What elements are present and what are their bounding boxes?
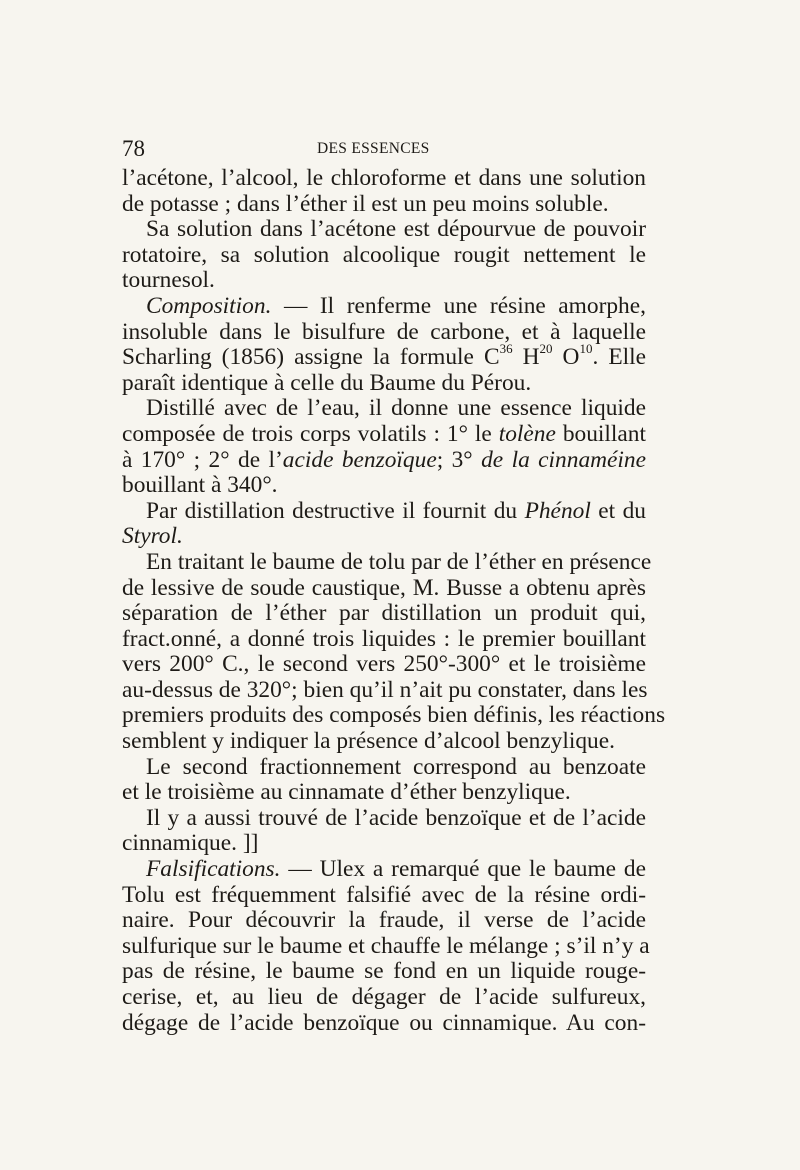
text-line-14: Par distillation destructive il fournit du Phénol et du: [146, 497, 647, 524]
text-line-23: semblent y indiquer la présence d’alcool benzylique.: [122, 728, 615, 755]
text-line-12: à 170° ; 2° de l’acide benzoïque; 3° de la cinnaméine: [122, 446, 646, 473]
text-line-4: rotatoire, sa solution alcoolique rougit nettement le: [122, 241, 646, 268]
text-line-26: Il y a aussi trouvé de l’acide benzoïque et de l’acide: [146, 804, 646, 831]
text-line-16: En traitant le baume de tolu par de l’éther en présence: [146, 548, 652, 575]
section-heading-composition: Composition.: [146, 292, 272, 319]
text-line-10: Distillé avec de l’eau, il donne une essence liquide: [146, 395, 646, 422]
text-line-31: sulfurique sur le baume et chauffe le mélange ; s’il n’y a: [122, 932, 650, 959]
text-line-33: cerise, et, au lieu de dégager de l’acide sulfureux,: [122, 984, 646, 1010]
text-line-30: naire. Pour découvrir la fraude, il verse de l’acide: [122, 907, 646, 934]
body-text: [122, 165, 666, 1036]
text-line-8: Scharling (1856) assigne la formule $C^{36}$ $H^{20}$ $O^{10}$. Elle: [122, 341, 646, 371]
text-line-15: Styrol.: [122, 523, 183, 550]
running-head: [122, 126, 646, 166]
text-line-13: bouillant à 340°.: [122, 472, 278, 499]
text-line-9: paraît identique à celle du Baume du Pérou.: [122, 369, 532, 396]
text-line-2: de potasse ; dans l’éther il est un peu moins soluble.: [122, 190, 609, 217]
text-line-22: premiers produits des composés bien définis, les réactions: [122, 702, 666, 729]
text-line-3: Sa solution dans l’acétone est dépourvue de pouvoir: [146, 216, 646, 243]
text-line-34: dégage de l’acide benzoïque ou cinnamique. Au con-: [122, 1009, 646, 1036]
text-line-7: insoluble dans le bisulfure de carbone, et à laquelle: [122, 318, 646, 345]
text-line-20: vers 200° C., le second vers 250°-300° et le troisième: [122, 651, 646, 678]
text-line-25: et le troisième au cinnamate d’éther benzylique.: [122, 779, 571, 806]
book-page: [122, 126, 666, 1036]
section-heading-falsifications: Falsifications.: [146, 856, 281, 883]
text-line-19: fract.onné, a donné trois liquides : le premier bouillant: [122, 625, 646, 652]
text-line-24: Le second fractionnement correspond au benzoate: [146, 753, 646, 780]
text-line-29: Tolu est fréquemment falsifié avec de la résine ordi-: [122, 881, 646, 908]
text-line-18: séparation de l’éther par distillation un produit qui,: [122, 600, 646, 627]
text-line-1: l’acétone, l’alcool, le chloroforme et dans une solution: [122, 165, 646, 191]
text-line-6: Composition. — Il renferme une résine amorphe,: [146, 292, 646, 319]
page-number: 78: [122, 136, 145, 161]
text-line-27: cinnamique. ]]: [122, 830, 259, 857]
running-title: DES ESSENCES: [317, 140, 430, 157]
text-line-17: de lessive de soude caustique, M. Busse a obtenu après: [122, 574, 646, 601]
text-line-11: composée de trois corps volatils : 1° le tolène bouillant: [122, 420, 646, 447]
text-line-21: au-dessus de 320°; bien qu’il n’ait pu constater, dans les: [122, 676, 648, 703]
text-line-5: tournesol.: [122, 267, 215, 294]
text-line-28: Falsifications. — Ulex a remarqué que le baume de: [146, 856, 646, 883]
text-line-32: pas de résine, le baume se fond en un liquide rouge-: [122, 958, 646, 985]
